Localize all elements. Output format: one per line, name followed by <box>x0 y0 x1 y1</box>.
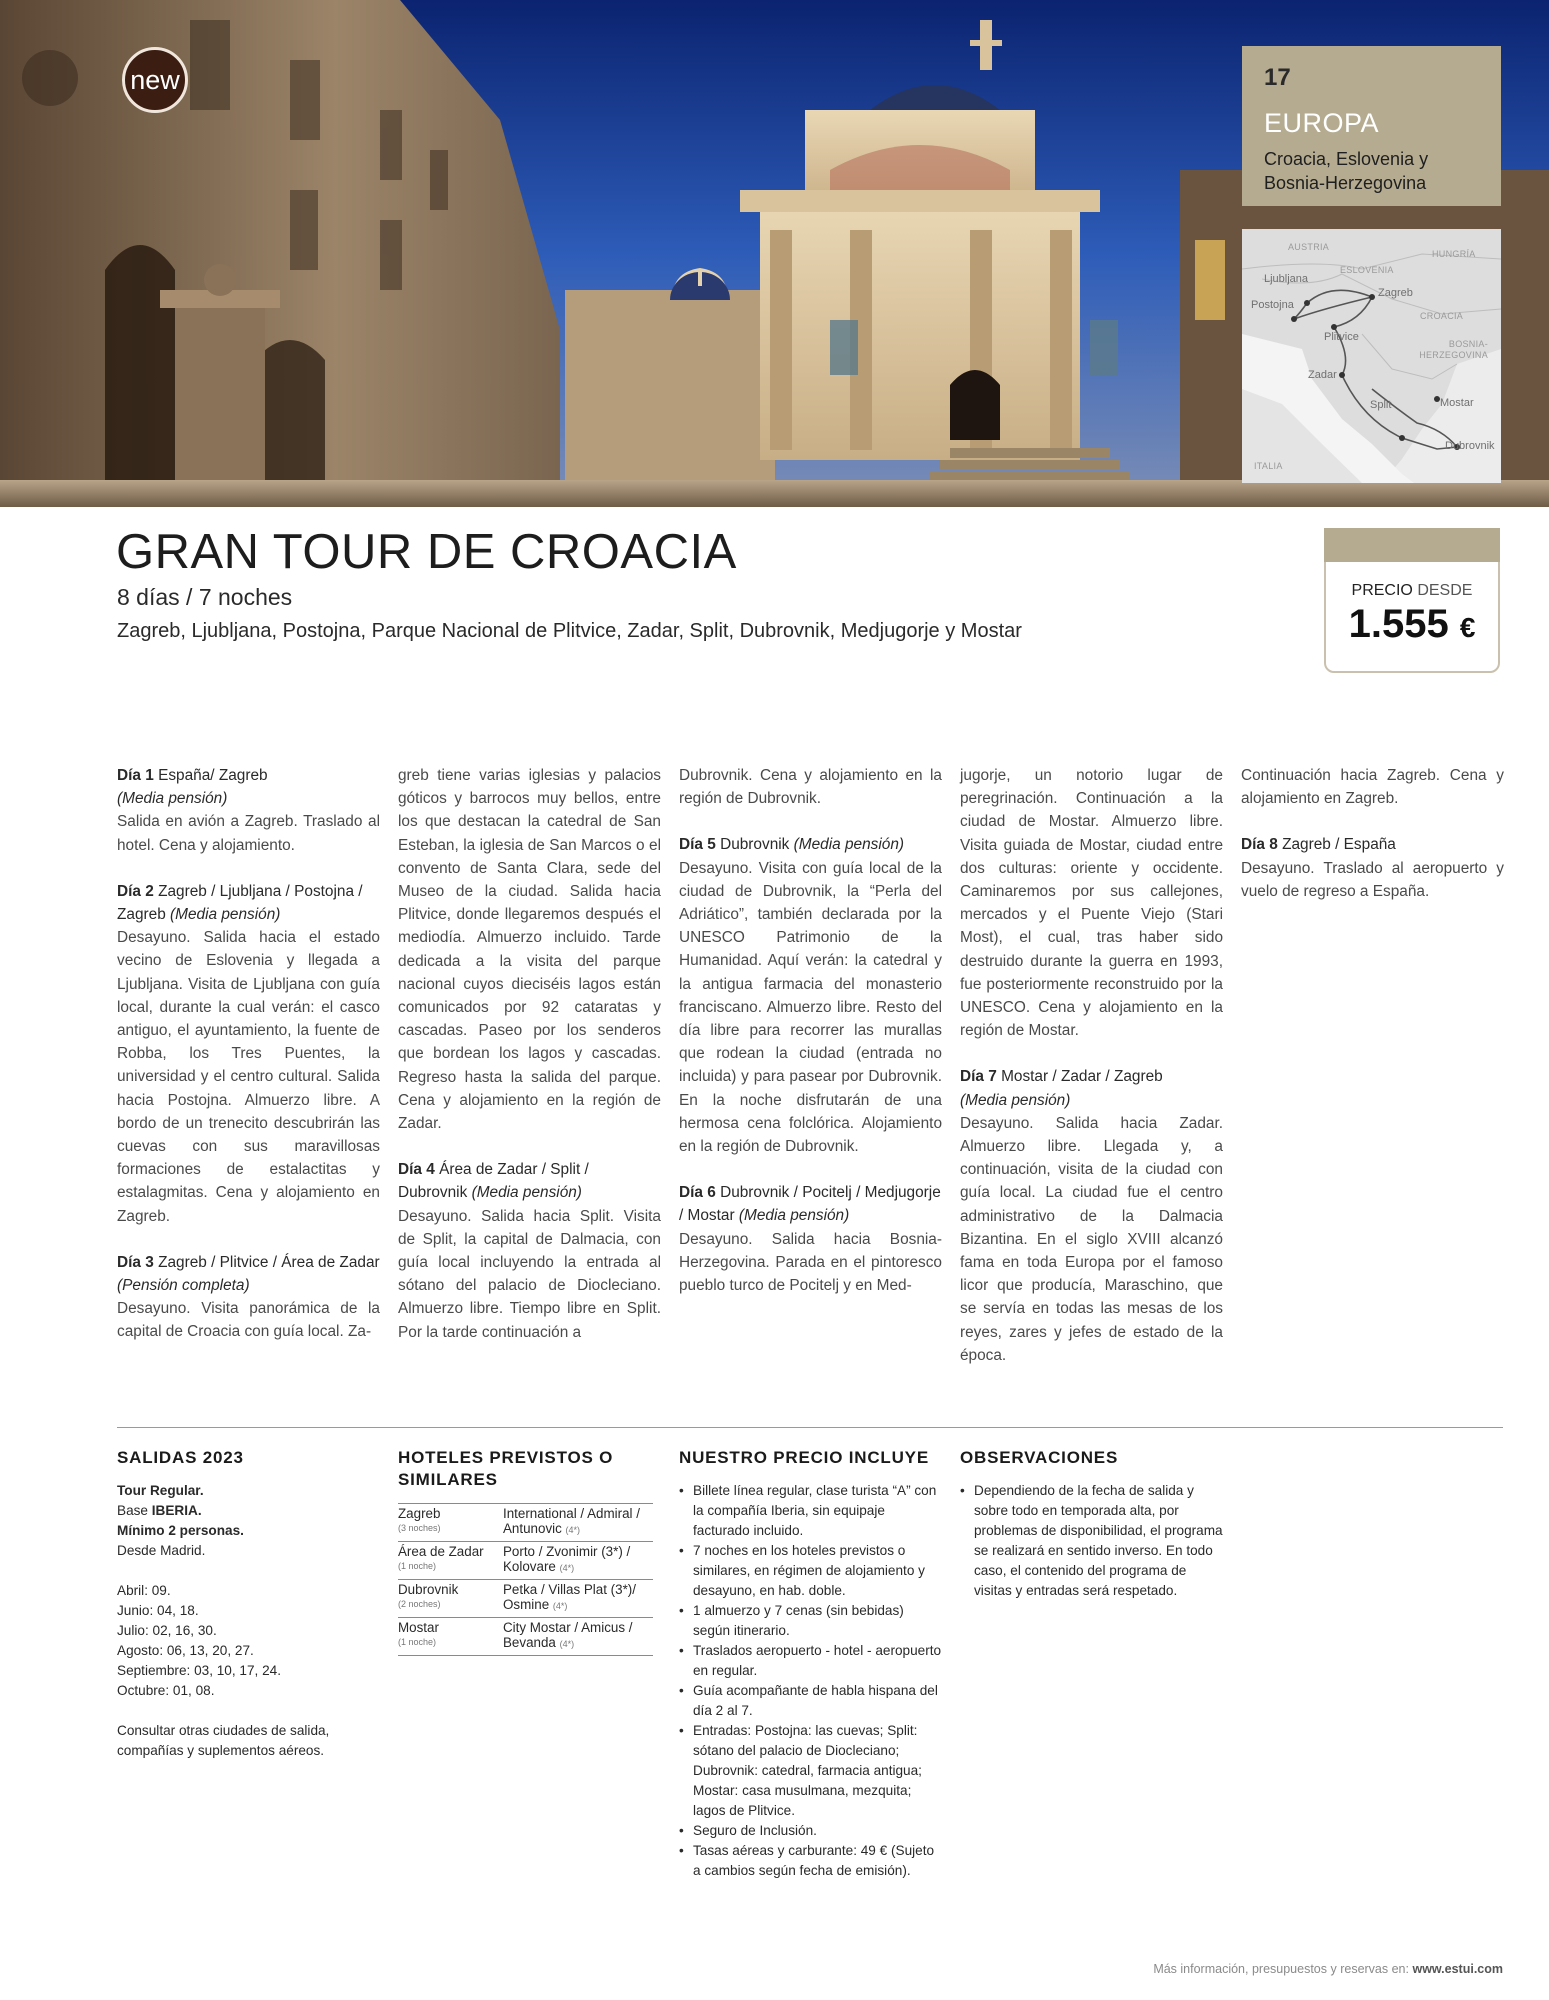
list-item: • Entradas: Postojna: las cuevas; Split: sótano del palacio de Diocleciano; Dubrovnik: catedral, farmacia antigua; Mostar: casa musulmana, mezquita; lagos de Plitvice. <box>679 1721 942 1821</box>
map-city-label: Zadar <box>1308 369 1337 381</box>
section-divider <box>117 1427 1503 1428</box>
incluye-section <box>679 1447 942 1881</box>
price-amount: 1.555 <box>1348 602 1449 646</box>
day-6-heading: Día 6 Dubrovnik / Pocitelj / Medjugorje / Mostar (Media pensión) <box>679 1184 941 1225</box>
observaciones-heading: OBSERVACIONES <box>960 1448 1119 1467</box>
list-item: • 7 noches en los hoteles previstos o similares, en régimen de alojamiento y desayuno, en hab. doble. <box>679 1541 942 1601</box>
table-row <box>398 1618 653 1656</box>
map-city-label: Split <box>1370 399 1392 411</box>
map-city-label: Postojna <box>1251 299 1294 311</box>
page-number: 17 <box>1264 64 1291 91</box>
price-box <box>1324 528 1500 673</box>
price-label <box>1326 582 1498 600</box>
salidas-heading: SALIDAS 2023 <box>117 1448 244 1467</box>
base-airline: Base IBERIA. <box>117 1503 202 1518</box>
salidas-note: Consultar otras ciudades de salida, compañías y suplementos aéreos. <box>117 1723 330 1758</box>
hotel-names: International / Admiral / Antunovic (4*) <box>503 1504 653 1542</box>
minimum-persons: Mínimo 2 personas. <box>117 1523 244 1538</box>
observaciones-list <box>960 1481 1223 1601</box>
list-item: • Dependiendo de la fecha de salida y sobre todo en temporada alta, por problemas de disponibilidad, el programa se realizará en sentido inverso. En todo caso, el contenido del programa de visitas y entradas será respetado. <box>960 1481 1223 1601</box>
day-7-text: Desayuno. Salida hacia Zadar. Almuerzo libre. Llegada y, a continuación, visita de la ciudad con guía local. La ciudad fue el centro administrativo de la Dalmacia Bizantina. En el siglo XVIII alcanzó fama en toda Europa por el famoso licor que producía, Maraschino, que se servía en todas las mesas de los reyes, zares y jefes de estado de la época. <box>960 1114 1223 1364</box>
region-box <box>1242 46 1501 206</box>
region-countries: Croacia, Eslovenia y Bosnia-Herzegovina <box>1264 149 1429 193</box>
table-row <box>398 1504 653 1542</box>
list-item: • Seguro de Inclusión. <box>679 1821 942 1841</box>
day-8-text: Desayuno. Traslado al aeropuerto y vuelo de regreso a España. <box>1241 859 1504 900</box>
day-3-heading: Día 3 Zagreb / Plitvice / Área de Zadar (Pensión completa) <box>117 1253 380 1295</box>
day-2-text: Desayuno. Salida hacia el estado vecino de Eslovenia y llegada a Ljubljana. Visita de Ljubljana con guía local, durante la cual verán: el casco antiguo, el ayuntamiento, la fuente de Robba, los Tres Puentes, la universidad y el centro cultural. Salida hacia Postojna. Almuerzo libre. A bordo de un trenecito descubrirán las cuevas con sus maravillosas formaciones de estalactitas y estalagmitas. Cena y alojamiento en Zagreb. <box>117 929 380 1225</box>
footer <box>1040 1962 1503 1976</box>
map-city-label: Plitvice <box>1324 331 1359 343</box>
map-country-label: ITALIA <box>1254 461 1283 471</box>
footer-link[interactable]: www.estui.com <box>1412 1962 1503 1976</box>
day-1-text: Salida en avión a Zagreb. Traslado al hotel. Cena y alojamiento. <box>117 813 380 854</box>
day-1-heading: Día 1 España/ Zagreb (Media pensión) <box>117 767 268 808</box>
price-box-header <box>1324 528 1500 562</box>
map-city-label: Ljubljana <box>1264 273 1309 285</box>
list-item: • Traslados aeropuerto - hotel - aeropuerto en regular. <box>679 1641 942 1681</box>
itinerary <box>117 764 1504 1364</box>
tour-duration: 8 días / 7 noches <box>117 584 293 610</box>
map-country-label: ESLOVENIA <box>1340 265 1394 275</box>
hotel-city: Dubrovnik (2 noches) <box>398 1580 503 1618</box>
new-badge: new <box>122 47 188 113</box>
hotel-city: Área de Zadar (1 noche) <box>398 1542 503 1580</box>
hotel-names: Petka / Villas Plat (3*)/ Osmine (4*) <box>503 1580 653 1618</box>
departure-date: Abril: 09. <box>117 1583 171 1598</box>
incluye-list <box>679 1481 942 1881</box>
salidas-section <box>117 1447 380 1761</box>
day-6-text: Desayuno. Salida hacia Bosnia-Herzegovina. Parada en el pintoresco pueblo turco de Pocitelj y en Med- <box>679 1230 942 1295</box>
table-row <box>398 1580 653 1618</box>
hoteles-section <box>398 1447 661 1656</box>
origin-city: Desde Madrid. <box>117 1543 206 1558</box>
tour-title: GRAN TOUR DE CROACIA <box>116 525 737 579</box>
region-name: EUROPA <box>1264 108 1380 138</box>
departure-date: Agosto: 06, 13, 20, 27. <box>117 1643 254 1658</box>
tour-cities: Zagreb, Ljubljana, Postojna, Parque Nacional de Plitvice, Zadar, Split, Dubrovnik, Medjugorje y Mostar <box>117 620 1022 642</box>
day-4-heading: Día 4 Área de Zadar / Split / Dubrovnik (Media pensión) <box>398 1161 589 1202</box>
day-3-text-continued: greb tiene varias iglesias y palacios góticos y barrocos muy bellos, entre los que destacan la catedral de San Esteban, la iglesia de San Marcos o el convento de Santa Clara, sede del Museo de la ciudad. Salida hacia Plitvice, donde llegaremos después el mediodía. Almuerzo incluido. Tarde dedicada a la visita del parque nacional cuyos dieciséis lagos están comunicados por 92 cataratas y cascadas. Paseo por los senderos que bordean los lagos y cascadas. Regreso hasta la salida del parque. Cena y alojamiento en la región de Zadar. <box>398 767 661 1133</box>
hoteles-heading: HOTELES PREVISTOS O SIMILARES <box>398 1448 614 1489</box>
hero-photo <box>0 0 1549 507</box>
day-2-heading: Día 2 Zagreb / Ljubljana / Postojna / Zagreb (Media pensión) <box>117 882 363 924</box>
hotels-table <box>398 1503 653 1656</box>
route-map <box>1242 229 1501 483</box>
map-country-label: HUNGRÍA <box>1432 249 1476 259</box>
hotel-names: City Mostar / Amicus / Bevanda (4*) <box>503 1618 653 1656</box>
day-5-text: Desayuno. Visita con guía local de la ciudad de Dubrovnik, la “Perla del Adriático”, también declarada por la UNESCO Patrimonio de la Humanidad. Aquí verán: la catedral y la antigua farmacia del monasterio franciscano. Almuerzo libre. Resto del día libre para recorrer las murallas que rodean la ciudad (entrada no incluida) y para pasear por Dubrovnik. En la noche disfrutarán de una hermosa cena folclórica. Alojamiento en la región de Dubrovnik. <box>679 859 942 1156</box>
day-4-text-continued: Dubrovnik. Cena y alojamiento en la región de Dubrovnik. <box>679 767 942 808</box>
price-label-from: DESDE <box>1417 582 1473 599</box>
table-row <box>398 1542 653 1580</box>
hotel-city: Zagreb (3 noches) <box>398 1504 503 1542</box>
itinerary-column-2 <box>398 764 661 1344</box>
day-6-text-continued: jugorje, un notorio lugar de peregrinación. Continuación a la ciudad de Mostar. Almuerzo libre. Visita guiada de Mostar, ciudad entre dos culturas: oriente y occidente. Caminaremos por sus callejones, mercados y el Puente Viejo (Stari Most), el cual, tras haber sido destruido durante la guerra en 1993, fue posteriormente reconstruido por la UNESCO. Cena y alojamiento en la región de Mostar. <box>960 767 1223 1040</box>
hotel-names: Porto / Zvonimir (3*) / Kolovare (4*) <box>503 1542 653 1580</box>
hotel-city: Mostar (1 noche) <box>398 1618 503 1656</box>
itinerary-column-4 <box>960 764 1223 1367</box>
day-3-text: Desayuno. Visita panorámica de la capital de Croacia con guía local. Za- <box>117 1300 380 1341</box>
list-item: • Guía acompañante de habla hispana del día 2 al 7. <box>679 1681 942 1721</box>
departure-date: Junio: 04, 18. <box>117 1603 199 1618</box>
map-city-label: Zagreb <box>1378 287 1413 299</box>
day-7-heading: Día 7 Mostar / Zadar / Zagreb (Media pensión) <box>960 1068 1163 1109</box>
itinerary-column-5 <box>1241 764 1504 903</box>
tour-type: Tour Regular. <box>117 1483 204 1498</box>
map-city-label: Mostar <box>1440 397 1474 409</box>
map-city-label: Dubrovnik <box>1445 440 1495 452</box>
list-item: • 1 almuerzo y 7 cenas (sin bebidas) según itinerario. <box>679 1601 942 1641</box>
itinerary-column-3 <box>679 764 942 1297</box>
departure-date: Septiembre: 03, 10, 17, 24. <box>117 1663 281 1678</box>
itinerary-column-1 <box>117 764 380 1344</box>
price-value <box>1326 602 1498 647</box>
departure-date: Octubre: 01, 08. <box>117 1683 215 1698</box>
observaciones-section <box>960 1447 1223 1601</box>
map-country-label: AUSTRIA <box>1288 242 1330 252</box>
day-4-text: Desayuno. Salida hacia Split. Visita de Split, la capital de Dalmacia, con guía local incluyendo la entrada al sótano del palacio de Diocleciano. Almuerzo libre. Tiempo libre en Split. Por la tarde continuación a <box>398 1207 661 1341</box>
list-item: • Tasas aéreas y carburante: 49 € (Sujeto a cambios según fecha de emisión). <box>679 1841 942 1881</box>
day-7-text-continued: Continuación hacia Zagreb. Cena y alojamiento en Zagreb. <box>1241 767 1504 808</box>
day-8-heading: Día 8 Zagreb / España <box>1241 836 1396 854</box>
departure-date: Julio: 02, 16, 30. <box>117 1623 217 1638</box>
price-label-text: PRECIO <box>1351 582 1413 599</box>
map-country-label: CROACIA <box>1420 311 1464 321</box>
price-currency: € <box>1459 612 1476 643</box>
day-5-heading: Día 5 Dubrovnik (Media pensión) <box>679 836 905 854</box>
footer-text: Más información, presupuestos y reservas en: <box>1153 1962 1409 1976</box>
incluye-heading: NUESTRO PRECIO INCLUYE <box>679 1448 929 1467</box>
list-item: • Billete línea regular, clase turista “A” con la compañía Iberia, sin equipaje facturado incluido. <box>679 1481 942 1541</box>
map-country-label: BOSNIA-HERZEGOVINA <box>1419 339 1488 360</box>
